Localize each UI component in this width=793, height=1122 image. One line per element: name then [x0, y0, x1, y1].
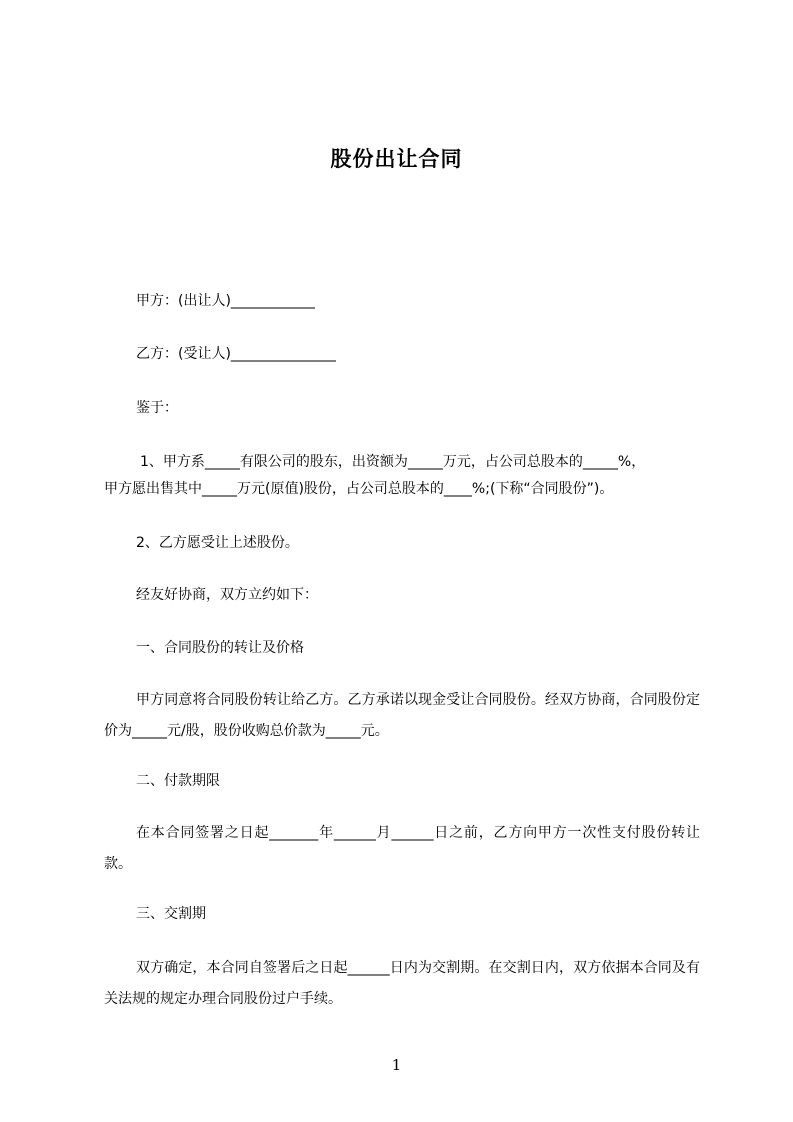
section-3-body: 双方确定，本合同自签署后之日起______日内为交割期。在交割日内，双方依据本合同及有关法规的规定办理合同股份过户手续。 [104, 960, 700, 1007]
party-a-line: 甲方：(出让人)____________ [136, 293, 315, 309]
clause-1-line-1: 1、甲方系_____有限公司的股东，出资额为_____万元，占公司总股本的_____%， [140, 454, 646, 470]
page-number: 1 [391, 1056, 402, 1074]
clause-1-line-2: 甲方愿出售其中_____万元(原值)股份，占公司总股本的____%;(下称“合同股份”)。 [104, 481, 614, 497]
section-3-heading: 三、交割期 [136, 906, 206, 922]
section-2-body: 在本合同签署之日起_______年______月______日之前，乙方向甲方一次性支付股份转让款。 [104, 825, 700, 872]
whereas-heading: 鉴于： [136, 400, 178, 416]
agreement-intro: 经友好协商，双方立约如下： [136, 587, 318, 603]
section-1-heading: 一、合同股份的转让及价格 [136, 640, 304, 656]
section-2-heading: 二、付款期限 [136, 773, 220, 789]
clause-2: 2、乙方愿受让上述股份。 [136, 535, 299, 551]
document-title: 股份出让合同 [330, 147, 463, 171]
party-b-line: 乙方：(受让人)_______________ [136, 346, 336, 362]
section-1-body: 甲方同意将合同股份转让给乙方。乙方承诺以现金受让合同股份。经双方协商，合同股份定价为_____元/股，股份收购总价款为_____元。 [104, 692, 700, 739]
